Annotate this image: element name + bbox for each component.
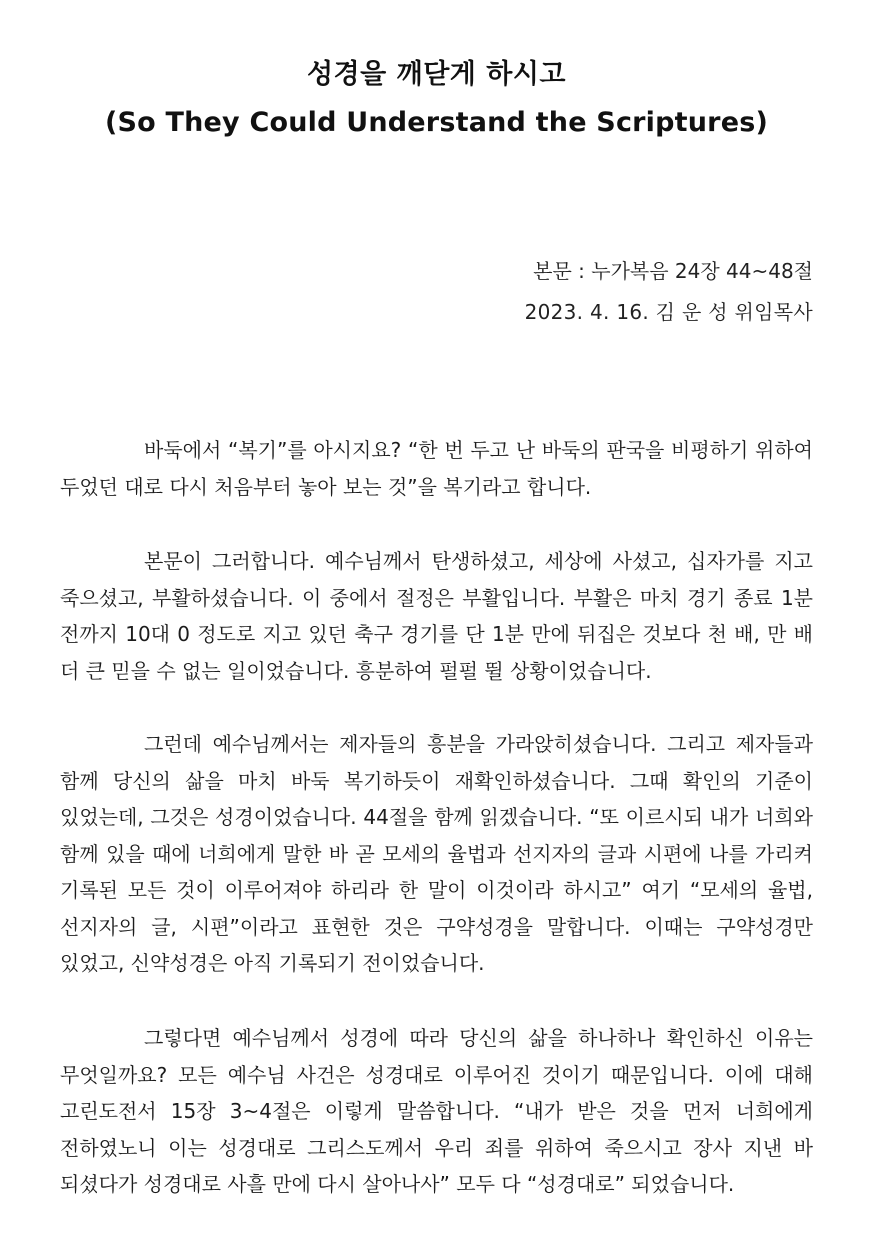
- scripture-reference: 본문 : 누가복음 24장 44~48절: [533, 259, 813, 283]
- body-paragraph-4: 그렇다면 예수님께서 성경에 따라 당신의 삶을 하나하나 확인하신 이유는 무엇일까요? 모든 예수님 사건은 성경대로 이루어진 것이기 때문입니다. 이에 대해 고린도전서 15장 3~4절은 이렇게 말씀합니다. “내가 받은 것을 먼저 너희에게 전하였노니 이는 성경대로 그리스도께서 우리 죄를 위하여 죽으시고 장사 지낸 바 되셨다가 성경대로 사흘 만에 다시 살아나사” 모두 다 “성경대로” 되었습니다.: [60, 1026, 813, 1196]
- date-and-preacher: 2023. 4. 16. 김 운 성 위임목사: [524, 300, 813, 324]
- sermon-title-korean: 성경을 깨닫게 하시고: [306, 59, 567, 90]
- body-paragraph-1: 바둑에서 “복기”를 아시지요? “한 번 두고 난 바둑의 판국을 비평하기 위하여 두었던 대로 다시 처음부터 놓아 보는 것”을 복기라고 합니다.: [60, 438, 813, 499]
- body-paragraph-2: 본문이 그러합니다. 예수님께서 탄생하셨고, 세상에 사셨고, 십자가를 지고 죽으셨고, 부활하셨습니다. 이 중에서 절정은 부활입니다. 부활은 마치 경기 종료 1분 전까지 10대 0 정도로 지고 있던 축구 경기를 단 1분 만에 뒤집은 것보다 천 배, 만 배 더 큰 믿을 수 없는 일이었습니다. 흥분하여 펄펄 뛸 상황이었습니다.: [60, 549, 813, 683]
- body-paragraph-3: 그런데 예수님께서는 제자들의 흥분을 가라앉히셨습니다. 그리고 제자들과 함께 당신의 삶을 마치 바둑 복기하듯이 재확인하셨습니다. 그때 확인의 기준이 있었는데, 그것은 성경이었습니다. 44절을 함께 읽겠습니다. “또 이르시되 내가 너희와 함께 있을 때에 너희에게 말한 바 곧 모세의 율법과 선지자의 글과 시편에 나를 가리켜 기록된 모든 것이 이루어져야 하리라 한 말이 이것이라 하시고” 여기 “모세의 율법, 선지자의 글, 시편”이라고 표현한 것은 구약성경을 말합니다. 이때는 구약성경만 있었고, 신약성경은 아직 기록되기 전이었습니다.: [60, 732, 813, 975]
- sermon-title-english: (So They Could Understand the Scriptures): [104, 107, 769, 138]
